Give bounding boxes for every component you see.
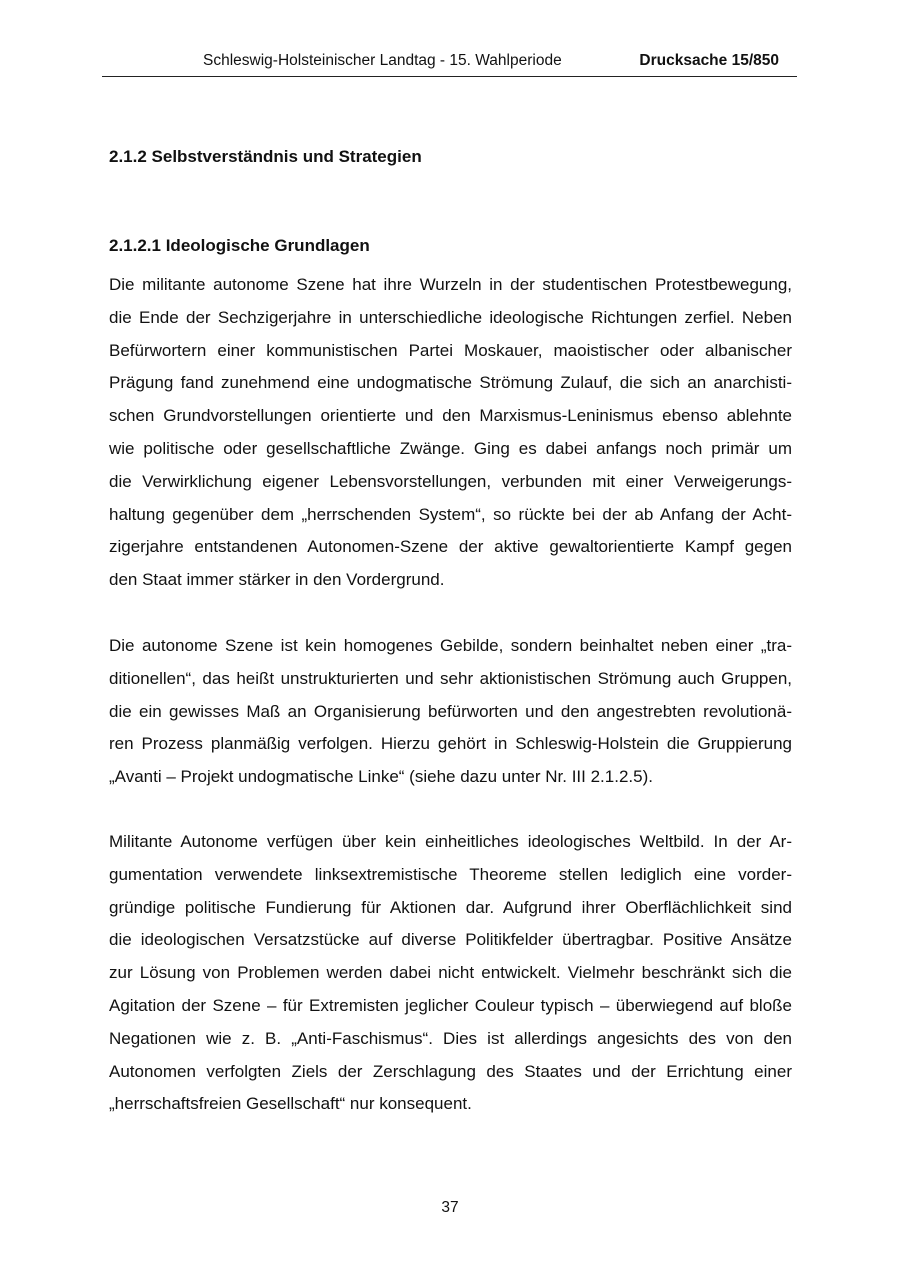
text-line: Die militante autonome Szene hat ihre Wurzeln in der studentischen Protestbewegung, xyxy=(109,275,792,294)
text-line: ditionellen“, das heißt unstrukturierten und sehr aktionistischen Strömung auch Gruppen, xyxy=(109,668,792,688)
paragraph-3 xyxy=(109,826,792,1121)
header-divider xyxy=(102,76,797,77)
section-heading: 2.1.2 Selbstverständnis und Strategien xyxy=(109,147,422,166)
text-line: gumentation verwendete linksextremistische Theoreme stellen lediglich eine vorder- xyxy=(109,864,792,884)
text-line: „Avanti – Projekt undogmatische Linke“ (siehe dazu unter Nr. III 2.1.2.5). xyxy=(109,767,653,787)
text-line: Prägung fand zunehmend eine undogmatische Strömung Zulauf, die sich an anarchisti- xyxy=(109,373,792,393)
paragraph-2 xyxy=(109,630,792,794)
header-title: Schleswig-Holsteinischer Landtag - 15. Wahlperiode xyxy=(203,52,562,69)
text-line: ren Prozess planmäßig verfolgen. Hierzu gehört in Schleswig-Holstein die Gruppierung xyxy=(109,734,792,754)
page-number: 37 xyxy=(441,1199,459,1216)
text-line: schen Grundvorstellungen orientierte und den Marxismus-Leninismus ebenso ablehnte xyxy=(109,406,792,426)
subsection-heading: 2.1.2.1 Ideologische Grundlagen xyxy=(109,236,370,255)
text-line: zur Lösung von Problemen werden dabei nicht entwickelt. Vielmehr beschränkt sich die xyxy=(109,963,792,983)
text-line: zigerjahre entstandenen Autonomen-Szene der aktive gewaltorientierte Kampf gegen xyxy=(109,537,792,557)
text-line: Agitation der Szene – für Extremisten jeglicher Couleur typisch – überwiegend auf bloße xyxy=(109,995,792,1015)
text-line: Autonomen verfolgten Ziels der Zerschlagung des Staates und der Errichtung einer xyxy=(109,1061,792,1081)
text-line: haltung gegenüber dem „herrschenden System“, so rückte bei der ab Anfang der Acht- xyxy=(109,504,792,524)
text-line: Militante Autonome verfügen über kein einheitliches ideologisches Weltbild. In der Ar- xyxy=(109,832,792,851)
text-line: den Staat immer stärker in den Vordergrund. xyxy=(109,570,445,590)
paragraph-1 xyxy=(109,269,792,597)
text-line: Negationen wie z. B. „Anti-Faschismus“. Dies ist allerdings angesichts des von den xyxy=(109,1028,792,1048)
text-line: Die autonome Szene ist kein homogenes Gebilde, sondern beinhaltet neben einer „tra- xyxy=(109,636,792,655)
text-line: Befürwortern einer kommunistischen Partei Moskauer, maoistischer oder albanischer xyxy=(109,340,792,360)
text-line: die ein gewisses Maß an Organisierung befürworten und den angestrebten revolutionä- xyxy=(109,701,792,721)
text-line: gründige politische Fundierung für Aktionen dar. Aufgrund ihrer Oberflächlichkeit sind xyxy=(109,897,792,917)
document-number: Drucksache 15/850 xyxy=(639,52,779,69)
text-line: wie politische oder gesellschaftliche Zwänge. Ging es dabei anfangs noch primär um xyxy=(109,438,792,458)
text-line: die Verwirklichung eigener Lebensvorstellungen, verbunden mit einer Verweigerungs- xyxy=(109,471,792,491)
text-line: die ideologischen Versatzstücke auf diverse Politikfelder übertragbar. Positive Ansätze xyxy=(109,930,792,950)
text-line: die Ende der Sechzigerjahre in unterschiedliche ideologische Richtungen zerfiel. Neben xyxy=(109,307,792,327)
text-line: „herrschaftsfreien Gesellschaft“ nur konsequent. xyxy=(109,1094,472,1114)
